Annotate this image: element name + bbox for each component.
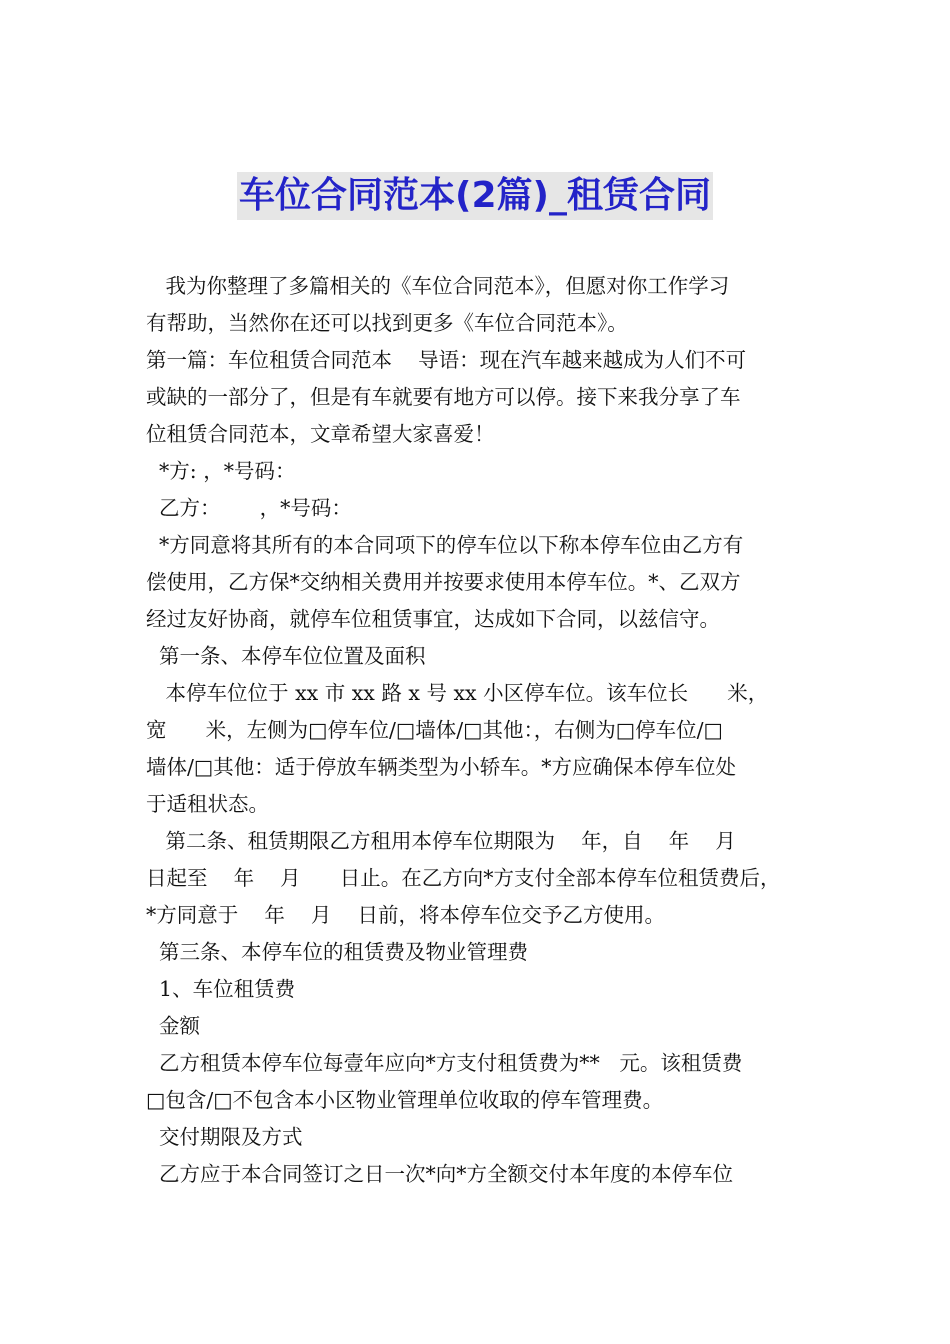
paragraph-line: *方同意于 年 月 日前，将本停车位交予乙方使用。 bbox=[146, 903, 665, 927]
paragraph-line: 位租赁合同范本，文章希望大家喜爱！ bbox=[146, 422, 495, 446]
paragraph-line: 乙方租赁本停车位每壹年应向*方支付租赁费为** 元。该租赁费 bbox=[146, 1051, 743, 1075]
paragraph-line: 第二条、租赁期限乙方租用本停车位期限为 年，自 年 月 bbox=[146, 829, 736, 853]
paragraph-line: *方同意将其所有的本合同项下的停车位以下称本停车位由乙方有 bbox=[146, 533, 744, 557]
paragraph-line: □包含/□不包含本小区物业管理单位收取的停车管理费。 bbox=[146, 1088, 664, 1112]
paragraph-line: 本停车位位于 xx 市 xx 路 x 号 xx 小区停车位。该车位长 米， bbox=[146, 681, 769, 705]
paragraph-line: 乙方应于本合同签订之日一次*向*方全额交付本年度的本停车位 bbox=[146, 1162, 734, 1186]
section-heading: 第一条、本停车位位置及面积 bbox=[146, 644, 426, 668]
paragraph-line: 我为你整理了多篇相关的《车位合同范本》，但愿对你工作学习 bbox=[146, 274, 730, 298]
subsection-heading: 1、车位租赁费 bbox=[146, 977, 296, 1001]
subsection-heading: 交付期限及方式 bbox=[146, 1125, 303, 1149]
paragraph-line: *方: ，*号码： bbox=[146, 459, 296, 483]
paragraph-line: 第一篇：车位租赁合同范本 导语：现在汽车越来越成为人们不可 bbox=[146, 348, 747, 372]
paragraph-line: 日起至 年 月 日止。在乙方向*方支付全部本停车位租赁费后， bbox=[146, 866, 781, 890]
paragraph-line: 经过友好协商，就停车位租赁事宜，达成如下合同，以兹信守。 bbox=[146, 607, 720, 631]
paragraph-line: 于适租状态。 bbox=[146, 792, 269, 816]
subsection-heading: 金额 bbox=[146, 1014, 201, 1038]
paragraph-line: 有帮助，当然你在还可以找到更多《车位合同范本》。 bbox=[146, 311, 628, 335]
title-container bbox=[0, 172, 950, 220]
paragraph-line: 偿使用，乙方保*交纳相关费用并按要求使用本停车位。*、乙双方 bbox=[146, 570, 741, 594]
document-title: 车位合同范本(2篇)_租赁合同 bbox=[237, 172, 713, 220]
paragraph-line: 宽 米，左侧为□停车位/□墙体/□其他：，右侧为□停车位/□ bbox=[146, 718, 723, 742]
paragraph-line: 墙体/□其他：适于停放车辆类型为小轿车。*方应确保本停车位处 bbox=[146, 755, 737, 779]
document-body bbox=[146, 268, 810, 1193]
section-heading: 第三条、本停车位的租赁费及物业管理费 bbox=[146, 940, 529, 964]
paragraph-line: 乙方： ，*号码： bbox=[146, 496, 352, 520]
paragraph-line: 或缺的一部分了，但是有车就要有地方可以停。接下来我分享了车 bbox=[146, 385, 741, 409]
